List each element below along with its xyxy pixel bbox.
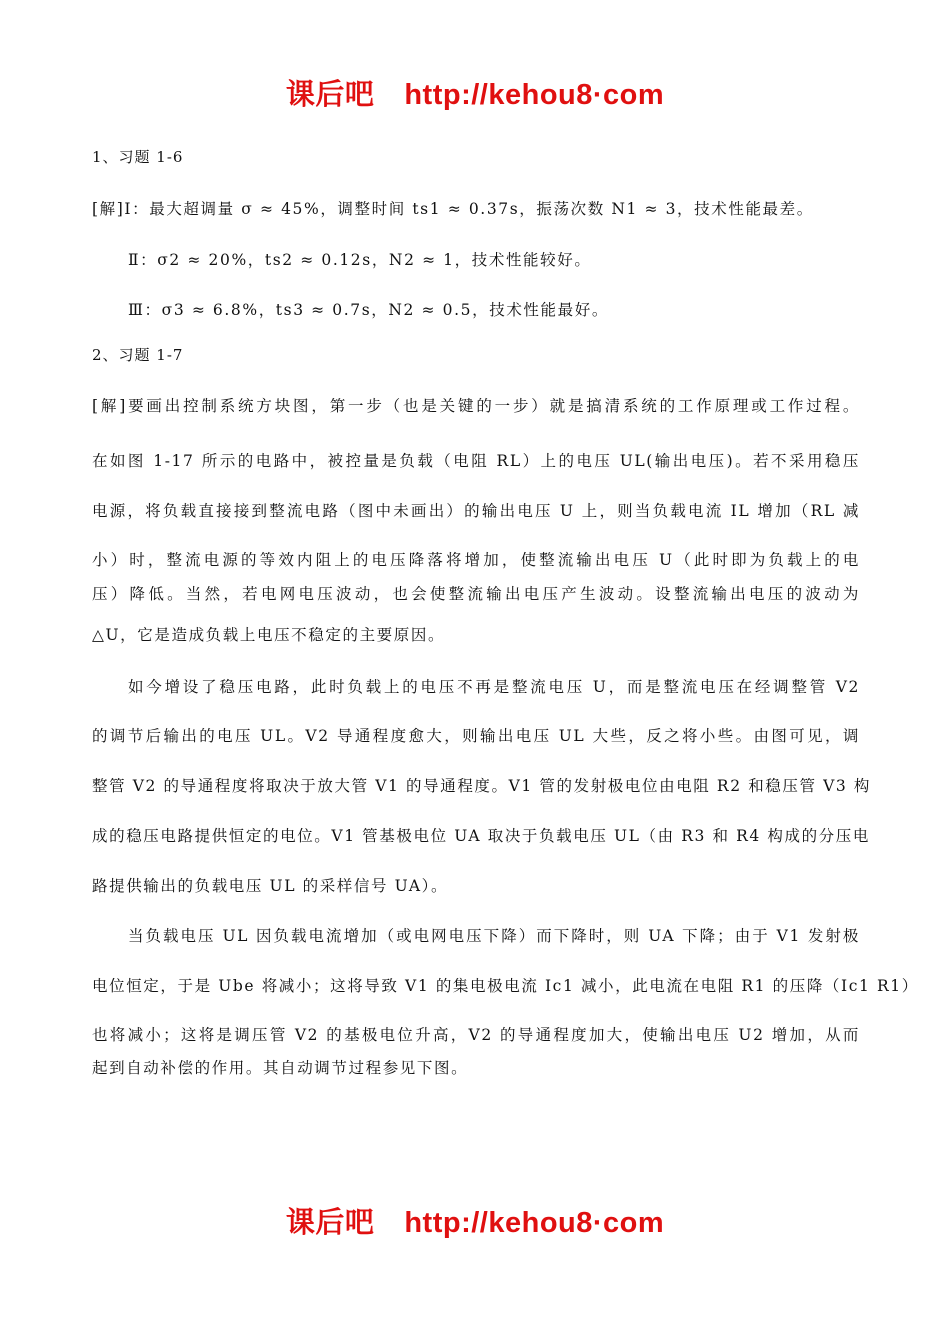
section2-line: △U，它是造成负载上电压不稳定的主要原因。 [92, 626, 446, 644]
section2-line: 路提供输出的负载电压 UL 的采样信号 UA）。 [92, 877, 449, 895]
section2-line: 成的稳压电路提供恒定的电位。V1 管基极电位 UA 取决于负载电压 UL（由 R3 和 R4 构成的分压电 [92, 827, 870, 845]
footer-url-link[interactable]: http://kehou8·com [404, 1207, 665, 1239]
section2-line: 在如图 1-17 所示的电路中，被控量是负载（电阻 RL）上的电压 UL(输出电压)。若不采用稳压 [92, 452, 860, 470]
footer-banner [0, 1200, 950, 1241]
section2-line: 电源，将负载直接接到整流电路（图中未画出）的输出电压 U 上，则当负载电流 IL 增加（RL 减 [92, 502, 860, 520]
section2-line: 的调节后输出的电压 UL。V2 导通程度愈大，则输出电压 UL 大些，反之将小些。由图可见，调 [92, 727, 860, 745]
section2-heading: 2、习题 1-7 [92, 346, 184, 364]
section2-line: 也将减小；这将是调压管 V2 的基极电位升高，V2 的导通程度加大，使输出电压 U2 增加，从而 [92, 1026, 860, 1044]
section2-line: 电位恒定，于是 Ube 将减小；这将导致 V1 的集电极电流 Ic1 减小，此电流在电阻 R1 的压降（Ic1 R1） [92, 977, 919, 995]
section1-line-1: [解]Ⅰ：最大超调量 σ ≈ 45%，调整时间 ts1 ≈ 0.37s，振荡次数 N1 ≈ 3，技术性能最差。 [92, 200, 814, 218]
section2-line: 整管 V2 的导通程度将取决于放大管 V1 的导通程度。V1 管的发射极电位由电阻 R2 和稳压管 V3 构 [92, 777, 871, 795]
header-url-link[interactable]: http://kehou8·com [404, 79, 665, 111]
section2-line: 起到自动补偿的作用。其自动调节过程参见下图。 [92, 1059, 469, 1077]
footer-site-name: 课后吧 [285, 1207, 375, 1239]
header-banner [0, 72, 950, 113]
section2-line: 小）时，整流电源的等效内阻上的电压降落将增加，使整流输出电压 U（此时即为负载上的电 [92, 551, 860, 569]
section2-line: 压）降低。当然，若电网电压波动，也会使整流输出电压产生波动。设整流输出电压的波动为 [92, 585, 860, 603]
section2-line: 当负载电压 UL 因负载电流增加（或电网电压下降）而下降时，则 UA 下降；由于 V1 发射极 [128, 927, 860, 945]
section2-line: [解]要画出控制系统方块图，第一步（也是关键的一步）就是搞清系统的工作原理或工作过程。 [92, 397, 860, 415]
section1-line-2: Ⅱ：σ2 ≈ 20%，ts2 ≈ 0.12s，N2 ≈ 1，技术性能较好。 [128, 251, 592, 269]
section1-line-3: Ⅲ：σ3 ≈ 6.8%，ts3 ≈ 0.7s，N2 ≈ 0.5，技术性能最好。 [128, 301, 609, 319]
header-site-name: 课后吧 [285, 79, 375, 111]
section1-heading: 1、习题 1-6 [92, 148, 184, 166]
section2-line: 如今增设了稳压电路，此时负载上的电压不再是整流电压 U，而是整流电压在经调整管 V2 [128, 678, 860, 696]
